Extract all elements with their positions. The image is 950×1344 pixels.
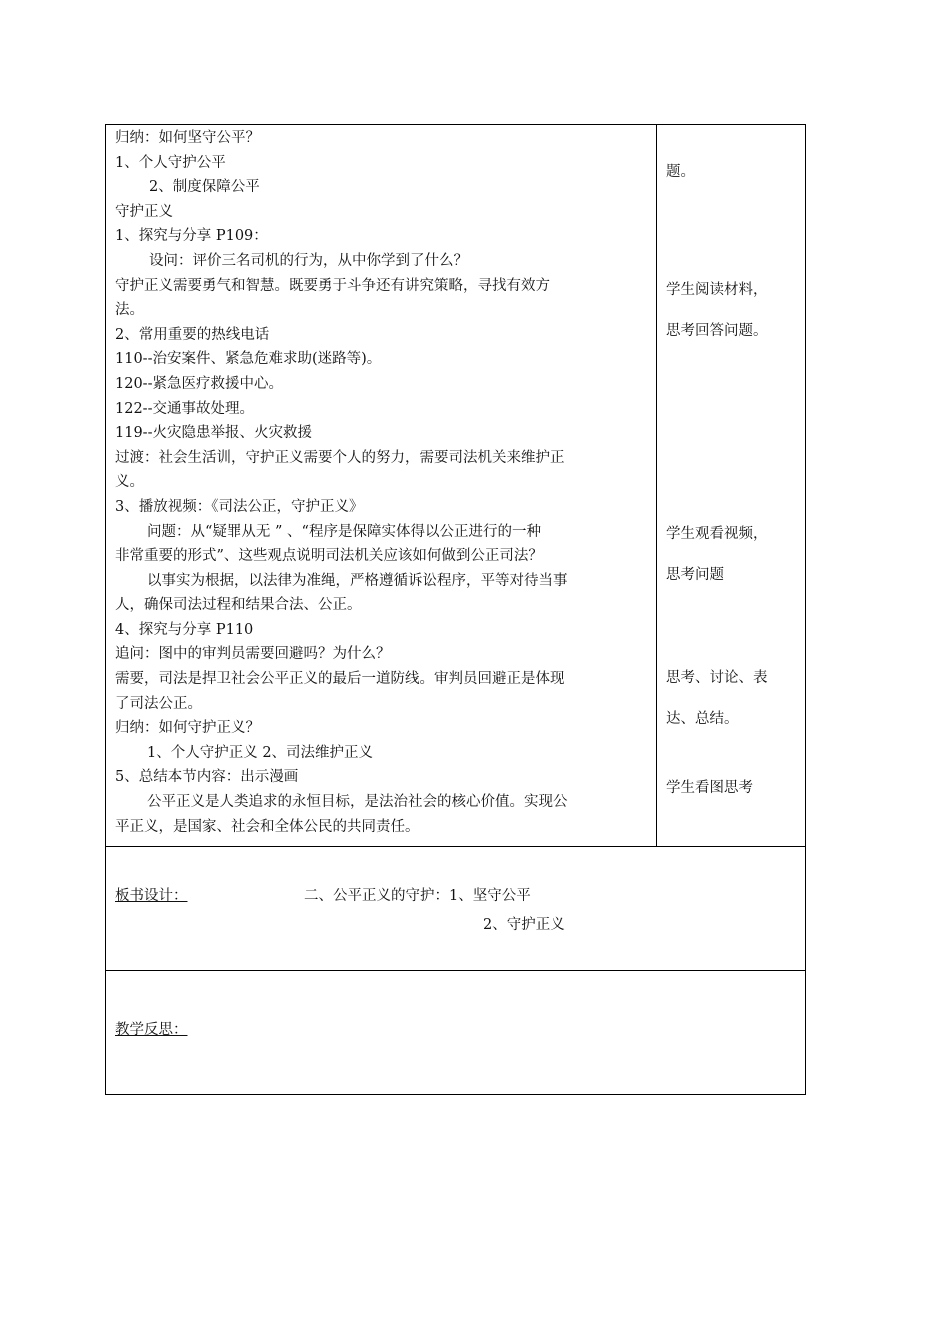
content-line: 1、个人守护公平 [115,154,226,171]
content-line: 需要，司法是捍卫社会公平正义的最后一道防线。审判员回避正是体现 [115,671,565,688]
content-line: 以事实为根据，以法律为准绳，严格遵循诉讼程序，平等对待当事 [147,572,568,589]
content-line: 问题：从“疑罪从无 ” 、“程序是保障实体得以公正进行的一种 [147,523,541,540]
content-line: 归纳：如何坚守公平？ [115,130,260,146]
content-line: 1、探究与分享 P109： [115,228,268,245]
reflection-label: 教学反思： [115,1022,188,1038]
content-line: 5、总结本节内容：出示漫画 [115,769,299,786]
board-design-line: 二、公平正义的守护：1、坚守公平 [304,888,531,904]
content-line: 人，确保司法过程和结果合法、公正。 [115,597,362,614]
content-line: 3、播放视频：《司法公正，守护正义》 [115,498,364,515]
student-note: 学生看图思考 [666,780,753,796]
student-activity [666,270,802,352]
content-line: 追问：图中的审判员需要回避吗？为什么？ [115,646,391,663]
content-line: 公平正义是人类追求的永恒目标，是法治社会的核心价值。实现公 [147,794,568,811]
content-line: 守护正义需要勇气和智慧。既要勇于斗争还有讲究策略，寻找有效方 [115,277,550,294]
content-line: 119--火灾隐患举报、火灾救援 [115,425,312,442]
row-divider [105,970,806,971]
student-note: 学生阅读材料， [666,282,768,298]
student-activity [666,514,802,596]
student-activity [666,768,802,809]
content-line: 归纳：如何守护正义？ [115,720,260,737]
board-design-label: 板书设计： [115,888,188,904]
content-line: 平正义，是国家、社会和全体公民的共同责任。 [115,818,420,835]
teaching-content [115,126,651,839]
content-line: 2、常用重要的热线电话 [115,326,270,343]
content-line: 1、个人守护正义 2、司法维护正义 [147,744,374,761]
student-activity [666,658,802,740]
board-design-line: 2、守护正义 [483,917,565,933]
student-note: 题。 [666,164,695,180]
student-note: 达、总结。 [666,711,739,727]
content-line: 了司法公正。 [115,695,202,712]
content-line: 守护正义 [115,203,173,220]
student-note: 思考、讨论、表 [666,670,768,686]
content-line: 4、探究与分享 P110 [115,621,254,638]
content-line: 122--交通事故处理。 [115,400,254,417]
student-note: 思考回答问题。 [666,323,768,339]
content-line: 过渡：社会生活训，守护正义需要个人的努力，需要司法机关来维护正 [115,449,565,466]
student-note: 思考问题 [666,567,724,583]
column-divider [656,124,657,847]
student-activity [666,152,802,193]
content-line: 2、制度保障公平 [149,179,260,196]
content-line: 110--治安案件、紧急危难求助(迷路等)。 [115,351,382,368]
content-line: 法。 [115,302,144,319]
row-divider [105,846,806,847]
content-line: 义。 [115,474,144,491]
content-line: 设问：评价三名司机的行为，从中你学到了什么？ [149,252,468,269]
content-line: 120--紧急医疗救援中心。 [115,375,283,392]
content-line: 非常重要的形式”、这些观点说明司法机关应该如何做到公正司法？ [115,548,543,565]
student-note: 学生观看视频， [666,526,768,542]
